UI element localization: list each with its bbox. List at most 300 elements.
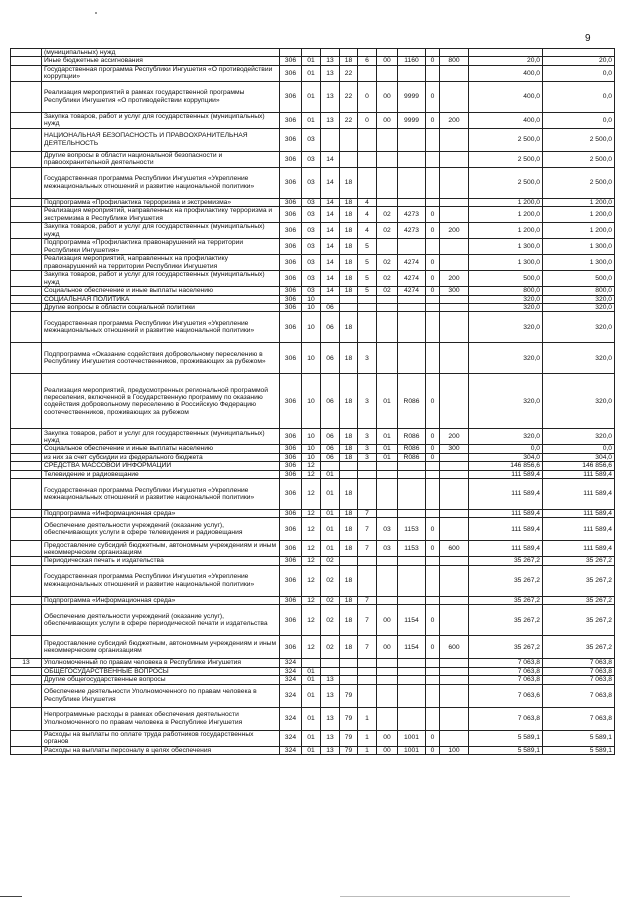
subprogram-code-cell: 7 (358, 510, 377, 518)
expense-type-code-cell (440, 295, 469, 303)
amount-cell: 7 063,8 (469, 676, 543, 684)
program-code-cell: 18 (340, 636, 358, 659)
section-code-cell: 01 (302, 667, 321, 675)
extra-code-cell (426, 667, 440, 675)
amount-cell: 5 589,1 (469, 746, 543, 754)
row-number-cell (11, 287, 42, 295)
subprogram-code-cell (358, 462, 377, 470)
amount-cell: 304,0 (543, 453, 615, 461)
amount-cell: 1 300,0 (543, 255, 615, 271)
ministry-code-cell: 324 (280, 707, 302, 730)
direction-code-cell (398, 128, 426, 151)
table-row (11, 453, 615, 461)
direction-code-cell: 9999 (398, 112, 426, 128)
section-code-cell: 12 (302, 518, 321, 541)
row-number-cell (11, 374, 42, 429)
table-row (11, 287, 615, 295)
section-code-cell: 03 (302, 128, 321, 151)
direction-code-cell: R086 (398, 445, 426, 453)
table-row (11, 510, 615, 518)
item-name-cell: из них за счет субсидии из федерального бюджета (42, 453, 280, 461)
subsection-code-cell: 14 (321, 151, 340, 167)
section-code-cell: 12 (302, 479, 321, 510)
ministry-code-cell: 306 (280, 343, 302, 374)
subsection-code-cell (321, 667, 340, 675)
table-row (11, 295, 615, 303)
section-code-cell: 03 (302, 239, 321, 255)
item-name-cell: Подпрограмма «Информационная среда» (42, 510, 280, 518)
extra-code-cell: 0 (426, 112, 440, 128)
direction-code-cell: R086 (398, 374, 426, 429)
section-code-cell: 12 (302, 596, 321, 604)
expense-type-code-cell (440, 453, 469, 461)
program-code-cell: 18 (340, 239, 358, 255)
amount-cell: 111 589,4 (543, 470, 615, 478)
amount-cell: 2 500,0 (469, 151, 543, 167)
amount-cell: 800,0 (469, 287, 543, 295)
subsection-code-cell: 06 (321, 445, 340, 453)
ministry-code-cell: 306 (280, 223, 302, 239)
scan-speck (95, 12, 97, 14)
expense-type-code-cell (440, 128, 469, 151)
main-event-code-cell (377, 295, 398, 303)
direction-code-cell (398, 304, 426, 312)
row-number-cell (11, 557, 42, 565)
item-name-cell: Социальное обеспечение и иные выплаты населению (42, 445, 280, 453)
subprogram-code-cell: 7 (358, 605, 377, 636)
item-name-cell: Предоставление субсидий бюджетным, автономным учреждениям и иным некоммерческим организациям (42, 541, 280, 557)
amount-cell: 35 267,2 (543, 565, 615, 596)
expense-type-code-cell (440, 207, 469, 223)
amount-cell: 111 589,4 (543, 479, 615, 510)
ministry-code-cell: 324 (280, 730, 302, 746)
program-code-cell: 18 (340, 255, 358, 271)
extra-code-cell: 0 (426, 746, 440, 754)
amount-cell: 800,0 (543, 287, 615, 295)
expense-type-code-cell (440, 151, 469, 167)
direction-code-cell: 4273 (398, 223, 426, 239)
program-code-cell (340, 676, 358, 684)
ministry-code-cell: 306 (280, 462, 302, 470)
main-event-code-cell: 00 (377, 636, 398, 659)
amount-cell: 111 589,4 (469, 470, 543, 478)
item-name-cell: Другие вопросы в области национальной безопасности и правоохранительной деятельности (42, 151, 280, 167)
subprogram-code-cell: 7 (358, 518, 377, 541)
subsection-code-cell: 14 (321, 223, 340, 239)
row-number-cell (11, 167, 42, 198)
item-name-cell: Реализация мероприятий, предусмотренных региональной программой переселения, включенной в Государственную программу по оказанию содействия добровольному переселению в Российскую Федерацию соотечественников, проживающих за рубежом (42, 374, 280, 429)
row-number-cell: 13 (11, 659, 42, 667)
table-row (11, 605, 615, 636)
amount-cell: 320,0 (543, 429, 615, 445)
extra-code-cell: 0 (426, 255, 440, 271)
row-number-cell (11, 479, 42, 510)
subsection-code-cell: 13 (321, 65, 340, 81)
ministry-code-cell: 306 (280, 479, 302, 510)
ministry-code-cell: 306 (280, 255, 302, 271)
main-event-code-cell (377, 470, 398, 478)
amount-cell: 20,0 (543, 57, 615, 65)
subsection-code-cell: 13 (321, 746, 340, 754)
extra-code-cell (426, 312, 440, 343)
subprogram-code-cell: 5 (358, 239, 377, 255)
table-row (11, 565, 615, 596)
extra-code-cell (426, 557, 440, 565)
extra-code-cell: 0 (426, 271, 440, 287)
item-name-cell: (муниципальных) нужд (42, 49, 280, 57)
subprogram-code-cell: 5 (358, 255, 377, 271)
main-event-code-cell: 00 (377, 730, 398, 746)
amount-cell: 5 589,1 (543, 730, 615, 746)
row-number-cell (11, 470, 42, 478)
main-event-code-cell (377, 596, 398, 604)
subsection-code-cell: 14 (321, 239, 340, 255)
main-event-code-cell (377, 510, 398, 518)
subprogram-code-cell (358, 676, 377, 684)
section-code-cell: 12 (302, 636, 321, 659)
ministry-code-cell: 306 (280, 128, 302, 151)
amount-cell: 2 500,0 (543, 151, 615, 167)
expense-type-code-cell (440, 605, 469, 636)
row-number-cell (11, 239, 42, 255)
amount-cell: 1 200,0 (469, 198, 543, 206)
table-body (11, 49, 615, 755)
direction-code-cell (398, 462, 426, 470)
amount-cell (543, 49, 615, 57)
subsection-code-cell (321, 462, 340, 470)
amount-cell: 111 589,4 (469, 510, 543, 518)
amount-cell: 320,0 (543, 374, 615, 429)
table-row (11, 667, 615, 675)
section-code-cell: 03 (302, 223, 321, 239)
table-row (11, 707, 615, 730)
direction-code-cell: 1153 (398, 518, 426, 541)
amount-cell: 320,0 (469, 312, 543, 343)
section-code-cell: 03 (302, 207, 321, 223)
amount-cell: 7 063,8 (543, 659, 615, 667)
row-number-cell (11, 49, 42, 57)
row-number-cell (11, 453, 42, 461)
expense-type-code-cell (440, 730, 469, 746)
expense-type-code-cell (440, 659, 469, 667)
section-code-cell: 01 (302, 676, 321, 684)
subsection-code-cell: 14 (321, 255, 340, 271)
direction-code-cell (398, 596, 426, 604)
direction-code-cell: 1153 (398, 541, 426, 557)
amount-cell: 1 300,0 (543, 239, 615, 255)
subsection-code-cell: 01 (321, 518, 340, 541)
amount-cell: 320,0 (543, 343, 615, 374)
main-event-code-cell (377, 479, 398, 510)
ministry-code-cell: 306 (280, 65, 302, 81)
expense-type-code-cell (440, 470, 469, 478)
section-code-cell: 12 (302, 510, 321, 518)
amount-cell: 320,0 (543, 295, 615, 303)
subsection-code-cell: 02 (321, 605, 340, 636)
subsection-code-cell: 06 (321, 343, 340, 374)
table-row (11, 518, 615, 541)
direction-code-cell (398, 479, 426, 510)
item-name-cell: Обеспечение деятельности учреждений (оказание услуг), обеспечивающих услуги в сфере периодической печати и издательства (42, 605, 280, 636)
subprogram-code-cell: 3 (358, 343, 377, 374)
direction-code-cell (398, 565, 426, 596)
main-event-code-cell (377, 198, 398, 206)
table-row (11, 541, 615, 557)
direction-code-cell (398, 295, 426, 303)
table-row (11, 429, 615, 445)
direction-code-cell (398, 510, 426, 518)
amount-cell: 35 267,2 (469, 596, 543, 604)
subsection-code-cell: 13 (321, 57, 340, 65)
row-number-cell (11, 596, 42, 604)
subsection-code-cell: 13 (321, 707, 340, 730)
amount-cell: 320,0 (469, 343, 543, 374)
amount-cell: 35 267,2 (543, 605, 615, 636)
program-code-cell: 18 (340, 271, 358, 287)
item-name-cell: Предоставление субсидий бюджетным, автономным учреждениям и иным некоммерческим организациям (42, 636, 280, 659)
direction-code-cell (398, 676, 426, 684)
item-name-cell: Государственная программа Республики Ингушетия «Укрепление межнациональных отношений и развитие национальной политики» (42, 479, 280, 510)
section-code-cell: 12 (302, 541, 321, 557)
extra-code-cell (426, 167, 440, 198)
main-event-code-cell: 02 (377, 207, 398, 223)
row-number-cell (11, 112, 42, 128)
subprogram-code-cell (358, 565, 377, 596)
program-code-cell: 79 (340, 707, 358, 730)
direction-code-cell (398, 659, 426, 667)
table-row (11, 112, 615, 128)
amount-cell: 146 856,6 (543, 462, 615, 470)
table-row (11, 343, 615, 374)
amount-cell: 5 589,1 (543, 746, 615, 754)
expense-type-code-cell (440, 343, 469, 374)
amount-cell: 1 200,0 (543, 198, 615, 206)
item-name-cell: Уполномоченный по правам человека в Республике Ингушетия (42, 659, 280, 667)
section-code-cell: 01 (302, 730, 321, 746)
extra-code-cell (426, 676, 440, 684)
section-code-cell: 01 (302, 65, 321, 81)
ministry-code-cell: 306 (280, 636, 302, 659)
program-code-cell (340, 128, 358, 151)
direction-code-cell: 1001 (398, 730, 426, 746)
table-row (11, 207, 615, 223)
expense-type-code-cell (440, 65, 469, 81)
item-name-cell: Подпрограмма «Профилактика правонарушений на территории Республики Ингушетия» (42, 239, 280, 255)
program-code-cell: 18 (340, 479, 358, 510)
table-row (11, 596, 615, 604)
expense-type-code-cell (440, 255, 469, 271)
ministry-code-cell: 306 (280, 429, 302, 445)
subprogram-code-cell (358, 659, 377, 667)
section-code-cell: 01 (302, 57, 321, 65)
subprogram-code-cell (358, 151, 377, 167)
amount-cell: 1 200,0 (543, 207, 615, 223)
main-event-code-cell: 00 (377, 57, 398, 65)
table-row (11, 636, 615, 659)
item-name-cell: Периодическая печать и издательства (42, 557, 280, 565)
section-code-cell: 10 (302, 312, 321, 343)
program-code-cell: 18 (340, 445, 358, 453)
expense-type-code-cell (440, 684, 469, 707)
amount-cell: 35 267,2 (469, 605, 543, 636)
subprogram-code-cell: 4 (358, 207, 377, 223)
main-event-code-cell: 02 (377, 271, 398, 287)
extra-code-cell: 0 (426, 207, 440, 223)
direction-code-cell: R086 (398, 429, 426, 445)
row-number-cell (11, 565, 42, 596)
item-name-cell: СОЦИАЛЬНАЯ ПОЛИТИКА (42, 295, 280, 303)
program-code-cell (340, 295, 358, 303)
extra-code-cell (426, 565, 440, 596)
scan-edge-mark (340, 896, 570, 897)
program-code-cell (340, 462, 358, 470)
item-name-cell: Закупка товаров, работ и услуг для государственных (муниципальных) нужд (42, 223, 280, 239)
program-code-cell: 18 (340, 518, 358, 541)
amount-cell: 2 500,0 (543, 167, 615, 198)
extra-code-cell: 0 (426, 57, 440, 65)
row-number-cell (11, 429, 42, 445)
subprogram-code-cell: 3 (358, 429, 377, 445)
extra-code-cell (426, 684, 440, 707)
amount-cell: 400,0 (469, 81, 543, 112)
table-row (11, 312, 615, 343)
subprogram-code-cell: 0 (358, 112, 377, 128)
ministry-code-cell: 306 (280, 565, 302, 596)
program-code-cell: 18 (340, 429, 358, 445)
program-code-cell: 18 (340, 605, 358, 636)
subsection-code-cell: 06 (321, 304, 340, 312)
subprogram-code-cell: 5 (358, 287, 377, 295)
subsection-code-cell: 02 (321, 636, 340, 659)
subsection-code-cell: 02 (321, 557, 340, 565)
ministry-code-cell: 306 (280, 239, 302, 255)
extra-code-cell: 0 (426, 429, 440, 445)
subprogram-code-cell (358, 295, 377, 303)
extra-code-cell (426, 151, 440, 167)
ministry-code-cell: 306 (280, 287, 302, 295)
expense-type-code-cell (440, 557, 469, 565)
section-code-cell: 01 (302, 707, 321, 730)
subsection-code-cell: 13 (321, 81, 340, 112)
extra-code-cell (426, 470, 440, 478)
section-code-cell: 12 (302, 565, 321, 596)
amount-cell: 7 063,8 (469, 707, 543, 730)
row-number-cell (11, 65, 42, 81)
section-code-cell: 10 (302, 343, 321, 374)
item-name-cell: СРЕДСТВА МАССОВОЙ ИНФОРМАЦИИ (42, 462, 280, 470)
direction-code-cell: 1001 (398, 746, 426, 754)
row-number-cell (11, 81, 42, 112)
extra-code-cell: 0 (426, 453, 440, 461)
subprogram-code-cell (358, 304, 377, 312)
row-number-cell (11, 207, 42, 223)
amount-cell: 400,0 (469, 112, 543, 128)
expense-type-code-cell (440, 565, 469, 596)
main-event-code-cell (377, 659, 398, 667)
expense-type-code-cell (440, 198, 469, 206)
row-number-cell (11, 255, 42, 271)
item-name-cell: Обеспечение деятельности Уполномоченного по правам человека в Республике Ингушетия (42, 684, 280, 707)
table-row (11, 684, 615, 707)
main-event-code-cell: 03 (377, 518, 398, 541)
item-name-cell: Подпрограмма «Информационная среда» (42, 596, 280, 604)
expense-type-code-cell (440, 462, 469, 470)
amount-cell: 2 500,0 (543, 128, 615, 151)
item-name-cell: Непрограммные расходы в рамках обеспечения деятельности Уполномоченного по правам человека в Республике Ингушетия (42, 707, 280, 730)
table-row (11, 271, 615, 287)
subprogram-code-cell: 5 (358, 271, 377, 287)
program-code-cell: 18 (340, 167, 358, 198)
subsection-code-cell: 14 (321, 198, 340, 206)
amount-cell: 2 500,0 (469, 128, 543, 151)
subsection-code-cell: 13 (321, 684, 340, 707)
main-event-code-cell (377, 65, 398, 81)
extra-code-cell (426, 462, 440, 470)
main-event-code-cell: 01 (377, 374, 398, 429)
row-number-cell (11, 667, 42, 675)
expense-type-code-cell (440, 167, 469, 198)
row-number-cell (11, 312, 42, 343)
extra-code-cell (426, 128, 440, 151)
expense-type-code-cell (440, 479, 469, 510)
subprogram-code-cell: 7 (358, 636, 377, 659)
row-number-cell (11, 128, 42, 151)
subprogram-code-cell: 4 (358, 198, 377, 206)
subprogram-code-cell (358, 128, 377, 151)
amount-cell: 7 063,8 (543, 667, 615, 675)
program-code-cell (340, 667, 358, 675)
item-name-cell: Государственная программа Республики Ингушетия «Укрепление межнациональных отношений и развитие национальной политики» (42, 565, 280, 596)
program-code-cell: 18 (340, 453, 358, 461)
amount-cell: 111 589,4 (543, 518, 615, 541)
subsection-code-cell (321, 295, 340, 303)
ministry-code-cell (280, 49, 302, 57)
expense-type-code-cell (440, 518, 469, 541)
amount-cell: 7 063,8 (543, 707, 615, 730)
direction-code-cell: 4274 (398, 255, 426, 271)
section-code-cell: 12 (302, 462, 321, 470)
main-event-code-cell (377, 167, 398, 198)
subsection-code-cell: 06 (321, 312, 340, 343)
table-row (11, 659, 615, 667)
amount-cell: 0,0 (543, 445, 615, 453)
extra-code-cell (426, 479, 440, 510)
subsection-code-cell: 06 (321, 374, 340, 429)
item-name-cell: Подпрограмма «Профилактика терроризма и экстремизма» (42, 198, 280, 206)
ministry-code-cell: 324 (280, 667, 302, 675)
main-event-code-cell (377, 239, 398, 255)
extra-code-cell (426, 198, 440, 206)
row-number-cell (11, 518, 42, 541)
item-name-cell: Реализация мероприятий в рамках государственной программы Республики Ингушетия «О противодействии коррупции» (42, 81, 280, 112)
subsection-code-cell (321, 49, 340, 57)
direction-code-cell (398, 684, 426, 707)
amount-cell: 7 063,8 (543, 676, 615, 684)
amount-cell: 304,0 (469, 453, 543, 461)
row-number-cell (11, 684, 42, 707)
amount-cell (469, 49, 543, 57)
subprogram-code-cell (358, 312, 377, 343)
ministry-code-cell: 324 (280, 659, 302, 667)
item-name-cell: Расходы на выплаты персоналу в целях обеспечения (42, 746, 280, 754)
amount-cell: 320,0 (469, 304, 543, 312)
expense-type-code-cell: 200 (440, 429, 469, 445)
program-code-cell: 79 (340, 684, 358, 707)
ministry-code-cell: 306 (280, 304, 302, 312)
amount-cell: 111 589,4 (469, 518, 543, 541)
table-row (11, 255, 615, 271)
extra-code-cell: 0 (426, 518, 440, 541)
